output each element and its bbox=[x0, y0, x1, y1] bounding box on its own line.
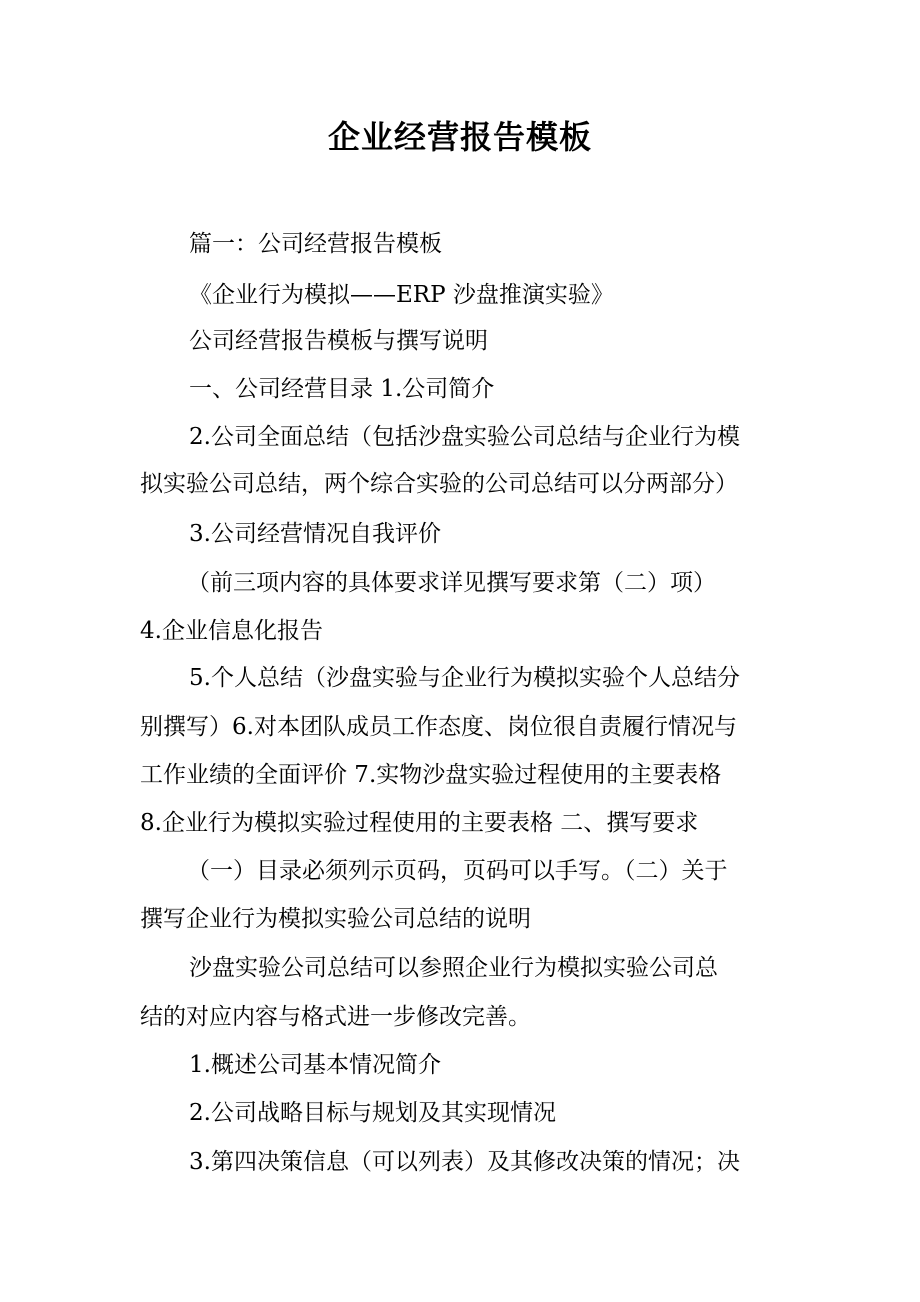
paragraph-line: 结的对应内容与格式进一步修改完善。 bbox=[140, 1004, 531, 1030]
paragraph-line: 2.公司全面总结（包括沙盘实验公司总结与企业行为模 bbox=[189, 424, 740, 450]
paragraph-line: 3.公司经营情况自我评价 bbox=[189, 521, 441, 547]
paragraph-line: （前三项内容的具体要求详见撰写要求第（二）项） bbox=[187, 570, 716, 596]
paragraph-line: 公司经营报告模板与撰写说明 bbox=[189, 328, 488, 354]
paragraph-line: 4.企业信息化报告 bbox=[140, 618, 323, 644]
paragraph-line: 8.企业行为模拟实验过程使用的主要表格 二、撰写要求 bbox=[140, 810, 699, 836]
paragraph-line: 拟实验公司总结，两个综合实验的公司总结可以分两部分） bbox=[140, 471, 738, 497]
paragraph-line: 别撰写）6.对本团队成员工作态度、岗位很自责履行情况与 bbox=[140, 714, 737, 740]
paragraph-line: 篇一：公司经营报告模板 bbox=[189, 231, 442, 257]
paragraph-line: 工作业绩的全面评价 7.实物沙盘实验过程使用的主要表格 bbox=[140, 762, 722, 788]
paragraph-line: 1.概述公司基本情况简介 bbox=[189, 1052, 441, 1078]
paragraph-line: 撰写企业行为模拟实验公司总结的说明 bbox=[140, 906, 531, 932]
paragraph-line: 一、公司经营目录 1.公司简介 bbox=[189, 376, 495, 402]
paragraph-line: 5.个人总结（沙盘实验与企业行为模拟实验个人总结分 bbox=[189, 665, 740, 691]
paragraph-line: 《企业行为模拟——ERP 沙盘推演实验》 bbox=[189, 282, 614, 308]
paragraph-line: 2.公司战略目标与规划及其实现情况 bbox=[189, 1100, 556, 1126]
paragraph-line: （一）目录必须列示页码，页码可以手写。（二）关于 bbox=[187, 858, 728, 884]
paragraph-line: 3.第四决策信息（可以列表）及其修改决策的情况；决 bbox=[189, 1149, 740, 1175]
paragraph-line: 沙盘实验公司总结可以参照企业行为模拟实验公司总 bbox=[189, 955, 718, 981]
document-title: 企业经营报告模板 bbox=[327, 118, 592, 156]
